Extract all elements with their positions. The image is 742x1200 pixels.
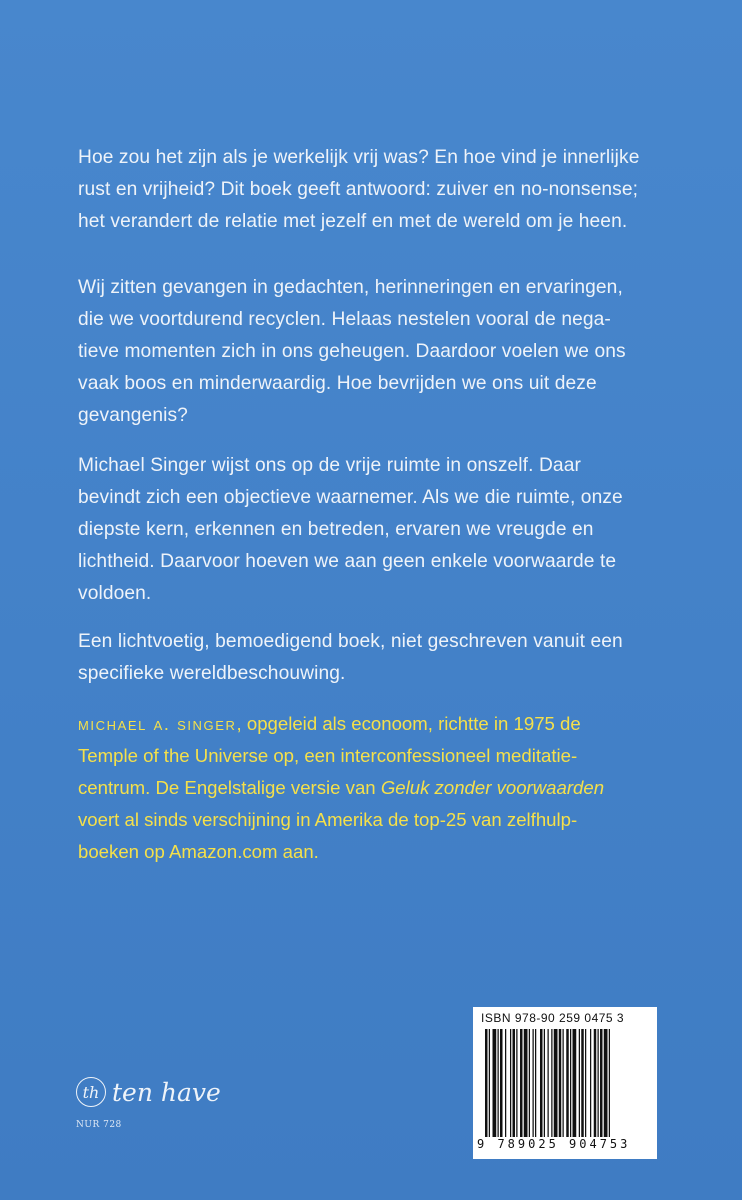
barcode-icon <box>485 1029 645 1137</box>
publisher-mark-icon: th <box>76 1077 106 1107</box>
bio-line: voert al sinds verschijning in Amerika de top-25 van zelfhulp- <box>78 809 578 830</box>
author-bio <box>78 708 678 868</box>
blurb-line: tieve momenten zich in ons geheugen. Daardoor voelen we ons <box>78 341 626 362</box>
blurb-line: voldoen. <box>78 583 152 604</box>
author-name: michael a. singer <box>78 714 237 734</box>
bio-line: Temple of the Universe op, een interconfessioneel meditatie- <box>78 745 578 766</box>
bio-text: , opgeleid als econoom, richtte in 1975 de <box>236 713 581 734</box>
blurb-line: Wij zitten gevangen in gedachten, herinneringen en ervaringen, <box>78 277 623 298</box>
blurb-line: rust en vrijheid? Dit boek geeft antwoord: zuiver en no-nonsense; <box>78 179 639 200</box>
blurb-line: het verandert de relatie met jezelf en met de wereld om je heen. <box>78 211 628 232</box>
publisher-name: ten have <box>112 1077 221 1107</box>
blurb-line: gevangenis? <box>78 405 188 426</box>
publisher-logo <box>76 1077 221 1107</box>
blurb-paragraph-1 <box>78 142 678 238</box>
bio-text: centrum. De Engelstalige versie van <box>78 777 381 798</box>
blurb-line: vaak boos en minderwaardig. Hoe bevrijden we ons uit deze <box>78 373 597 394</box>
blurb-line: Michael Singer wijst ons op de vrije ruimte in onszelf. Daar <box>78 455 581 476</box>
nur-code: NUR 728 <box>76 1120 122 1130</box>
blurb-line: bevindt zich een objectieve waarnemer. Als we die ruimte, onze <box>78 487 623 508</box>
blurb-paragraph-2 <box>78 272 678 432</box>
blurb-paragraph-4 <box>78 626 678 690</box>
bio-line: boeken op Amazon.com aan. <box>78 841 319 862</box>
blurb-line: diepste kern, erkennen en betreden, ervaren we vreugde en <box>78 519 594 540</box>
barcode-panel <box>473 1007 657 1159</box>
bio-line <box>78 772 678 804</box>
isbn-label: ISBN 978-90 259 0475 3 <box>481 1011 625 1025</box>
bio-line <box>78 708 678 740</box>
blurb-line: specifieke wereldbeschouwing. <box>78 663 346 684</box>
blurb-line: Een lichtvoetig, bemoedigend boek, niet geschreven vanuit een <box>78 631 623 652</box>
blurb-line: die we voortdurend recyclen. Helaas nestelen vooral de nega- <box>78 309 611 330</box>
book-title: Geluk zonder voorwaarden <box>380 777 605 798</box>
barcode-digits: 9 789025 904753 <box>477 1137 631 1151</box>
blurb-line: lichtheid. Daarvoor hoeven we aan geen enkele voorwaarde te <box>78 551 617 572</box>
blurb-line: Hoe zou het zijn als je werkelijk vrij was? En hoe vind je innerlijke <box>78 147 640 168</box>
blurb-paragraph-3 <box>78 450 678 610</box>
